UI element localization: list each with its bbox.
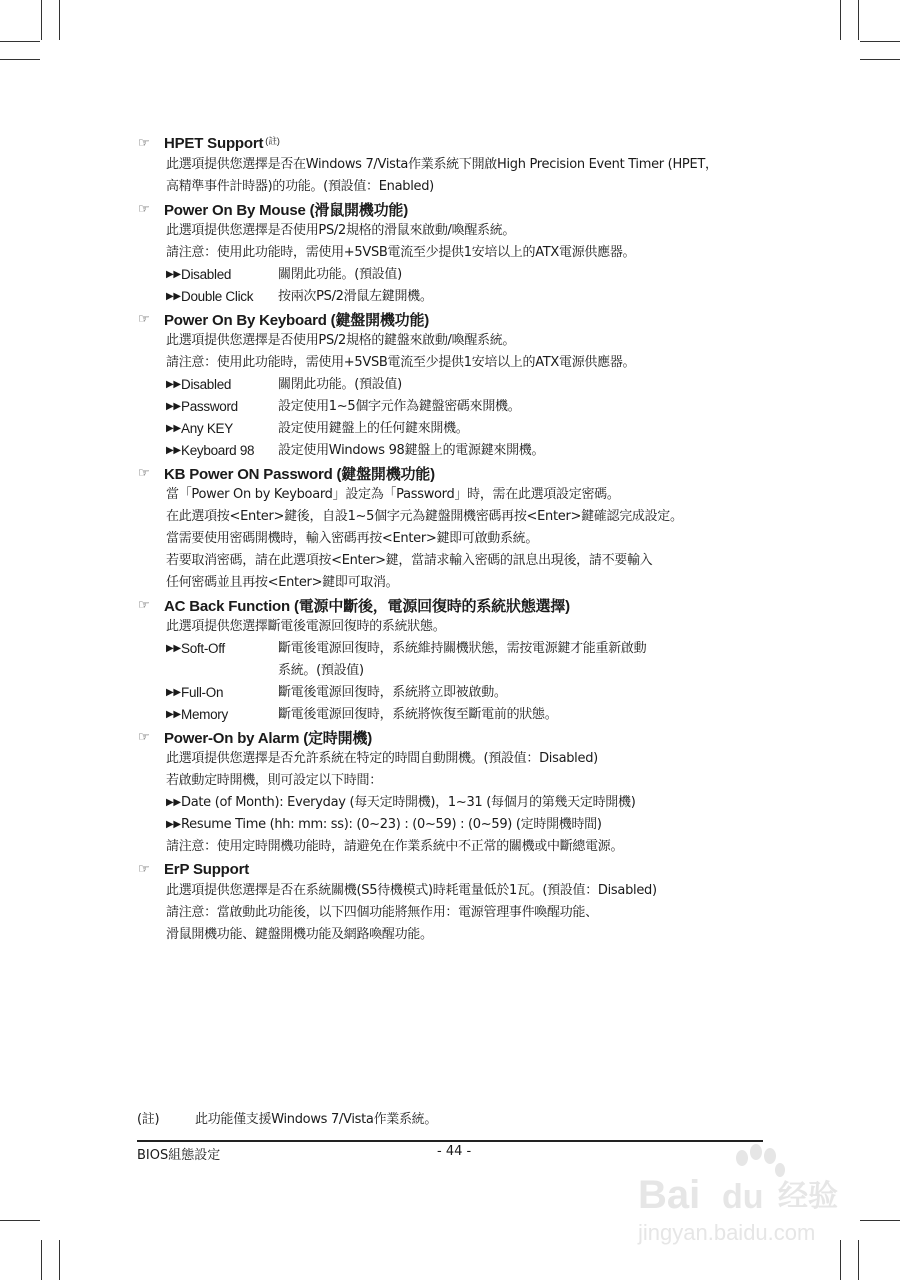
description-line: 此選項提供您選擇是否允許系統在特定的時間自動開機。(預設值：Disabled) — [166, 751, 598, 766]
description-line: 此選項提供您選擇是否使用PS/2規格的滑鼠來啟動/喚醒系統。 — [166, 223, 516, 238]
description-line: 請注意：使用此功能時，需使用+5VSB電流至少提供1安培以上的ATX電源供應器。 — [166, 245, 636, 260]
crop-mark — [41, 0, 42, 40]
footer-chapter: BIOS組態設定 — [137, 1148, 221, 1163]
sub-item — [166, 814, 778, 836]
sub-item-text: Date (of Month): Everyday (每天定時開機)，1~31 (每個月的第幾天定時開機) — [181, 795, 636, 810]
section-heading — [138, 726, 778, 748]
double-arrow-icon: ▶▶ — [166, 709, 181, 720]
crop-mark — [0, 59, 40, 60]
section-heading — [138, 308, 778, 330]
section-ac-back-function — [138, 594, 778, 726]
option-name: Memory — [181, 707, 228, 722]
crop-mark — [59, 0, 60, 40]
section-power-on-by-alarm — [138, 726, 778, 858]
double-arrow-icon: ▶▶ — [166, 687, 181, 698]
description-line: 當需要使用密碼開機時，輸入密碼再按<Enter>鍵即可啟動系統。 — [166, 531, 539, 546]
option-name: Keyboard 98 — [181, 443, 255, 458]
watermark-url: jingyan.baidu.com — [638, 1220, 816, 1245]
option-name: Soft-Off — [181, 641, 225, 656]
watermark-du: du — [722, 1178, 764, 1216]
crop-mark — [0, 41, 40, 42]
watermark-jingyan: 经验 — [778, 1180, 838, 1213]
sub-item — [166, 792, 778, 814]
section-title: Power On By Keyboard (鍵盤開機功能) — [164, 311, 430, 329]
option-desc: 設定使用鍵盤上的任何鍵來開機。 — [278, 421, 469, 436]
section-erp-support — [138, 858, 778, 946]
option-desc: 按兩次PS/2滑鼠左鍵開機。 — [278, 289, 433, 304]
option-desc: 斷電後電源回復時，系統將恢復至斷電前的狀態。 — [278, 707, 558, 722]
section-title: HPET Support — [164, 134, 264, 152]
sub-item-text: Resume Time (hh: mm: ss): (0~23) : (0~59) : (0~59) (定時開機時間) — [181, 817, 602, 832]
description-line: 此選項提供您選擇是否在Windows 7/Vista作業系統下開啟High Precision Event Timer (HPET， — [166, 157, 718, 172]
description-line: 請注意：當啟動此功能後，以下四個功能將無作用：電源管理事件喚醒功能、 — [166, 905, 598, 920]
option-name: Double Click — [181, 289, 254, 304]
crop-mark — [858, 0, 859, 40]
description-line: 當「Power On by Keyboard」設定為「Password」時，需在此選項設定密碼。 — [166, 487, 620, 502]
double-arrow-icon: ▶▶ — [166, 291, 181, 302]
description-line: 此選項提供您選擇是否使用PS/2規格的鍵盤來啟動/喚醒系統。 — [166, 333, 516, 348]
option-name: Password — [181, 399, 238, 414]
option-desc-continued: 系統。(預設值) — [278, 663, 364, 678]
description-line: 若啟動定時開機，則可設定以下時間： — [166, 773, 382, 788]
double-arrow-icon: ▶▶ — [166, 819, 181, 830]
manual-content — [138, 132, 778, 946]
pointing-hand-icon: ☞ — [138, 311, 150, 326]
option-row — [166, 396, 778, 418]
section-title: Power-On by Alarm (定時開機) — [164, 729, 372, 747]
option-name: Any KEY — [181, 421, 233, 436]
double-arrow-icon: ▶▶ — [166, 423, 181, 434]
option-row — [166, 704, 778, 726]
footnote-text: 此功能僅支援Windows 7/Vista作業系統。 — [195, 1112, 438, 1127]
crop-mark — [840, 0, 841, 40]
option-row — [166, 440, 778, 462]
option-desc: 斷電後電源回復時，系統將立即被啟動。 — [278, 685, 507, 700]
pointing-hand-icon: ☞ — [138, 135, 150, 150]
baidu-jingyan-watermark — [630, 1140, 860, 1250]
pointing-hand-icon: ☞ — [138, 465, 150, 480]
option-name: Disabled — [181, 377, 232, 392]
section-kb-power-on-password — [138, 462, 778, 594]
section-heading — [138, 858, 778, 880]
option-row — [166, 286, 778, 308]
page-number: - 44 - — [437, 1144, 472, 1159]
option-row — [166, 638, 778, 660]
option-desc: 關閉此功能。(預設值) — [278, 377, 402, 392]
double-arrow-icon: ▶▶ — [166, 643, 181, 654]
option-row — [166, 682, 778, 704]
option-row — [166, 418, 778, 440]
double-arrow-icon: ▶▶ — [166, 269, 181, 280]
option-name: Full-On — [181, 685, 224, 700]
pointing-hand-icon: ☞ — [138, 861, 150, 876]
section-title: Power On By Mouse (滑鼠開機功能) — [164, 201, 408, 219]
description-line: 滑鼠開機功能、鍵盤開機功能及網路喚醒功能。 — [166, 927, 433, 942]
crop-mark — [59, 1240, 60, 1280]
option-row — [166, 374, 778, 396]
note-mark: (註) — [265, 135, 280, 146]
option-desc: 斷電後電源回復時，系統維持關機狀態，需按電源鍵才能重新啟動 — [278, 641, 647, 656]
description-line: 此選項提供您選擇斷電後電源回復時的系統狀態。 — [166, 619, 446, 634]
option-row — [166, 264, 778, 286]
section-title: KB Power ON Password (鍵盤開機功能) — [164, 465, 435, 483]
description-line: 若要取消密碼，請在此選項按<Enter>鍵，當請求輸入密碼的訊息出現後，請不要輸入 — [166, 553, 653, 568]
pointing-hand-icon: ☞ — [138, 597, 150, 612]
crop-mark — [0, 1220, 40, 1221]
section-heading — [138, 594, 778, 616]
double-arrow-icon: ▶▶ — [166, 401, 181, 412]
watermark-brand: Bai — [638, 1173, 701, 1217]
crop-mark — [860, 59, 900, 60]
option-name: Disabled — [181, 267, 232, 282]
description-line: 在此選項按<Enter>鍵後，自設1~5個字元為鍵盤開機密碼再按<Enter>鍵確認完成設定。 — [166, 509, 683, 524]
section-title: AC Back Function (電源中斷後，電源回復時的系統狀態選擇) — [164, 597, 570, 615]
pointing-hand-icon: ☞ — [138, 201, 150, 216]
crop-mark — [860, 1220, 900, 1221]
option-desc: 關閉此功能。(預設值) — [278, 267, 402, 282]
option-desc: 設定使用1~5個字元作為鍵盤密碼來開機。 — [278, 399, 521, 414]
footnote-mark: (註) — [137, 1112, 160, 1127]
section-heading — [138, 462, 778, 484]
double-arrow-icon: ▶▶ — [166, 797, 181, 808]
section-heading — [138, 132, 778, 154]
section-hpet-support — [138, 132, 778, 198]
option-desc: 設定使用Windows 98鍵盤上的電源鍵來開機。 — [278, 443, 545, 458]
description-line: 請注意：使用此功能時，需使用+5VSB電流至少提供1安培以上的ATX電源供應器。 — [166, 355, 636, 370]
double-arrow-icon: ▶▶ — [166, 379, 181, 390]
description-line: 高精準事件計時器)的功能。(預設值：Enabled) — [166, 179, 434, 194]
paw-icon — [736, 1144, 785, 1177]
section-power-on-by-mouse — [138, 198, 778, 308]
double-arrow-icon: ▶▶ — [166, 445, 181, 456]
section-power-on-by-keyboard — [138, 308, 778, 462]
pointing-hand-icon: ☞ — [138, 729, 150, 744]
description-line: 任何密碼並且再按<Enter>鍵即可取消。 — [166, 575, 399, 590]
crop-mark — [41, 1240, 42, 1280]
section-heading — [138, 198, 778, 220]
description-line: 此選項提供您選擇是否在系統關機(S5待機模式)時耗電量低於1瓦。(預設值：Disabled) — [166, 883, 657, 898]
description-line: 請注意：使用定時開機功能時，請避免在作業系統中不正常的關機或中斷總電源。 — [166, 839, 624, 854]
footnote — [137, 1108, 437, 1127]
crop-mark — [860, 41, 900, 42]
section-title: ErP Support — [164, 860, 250, 878]
